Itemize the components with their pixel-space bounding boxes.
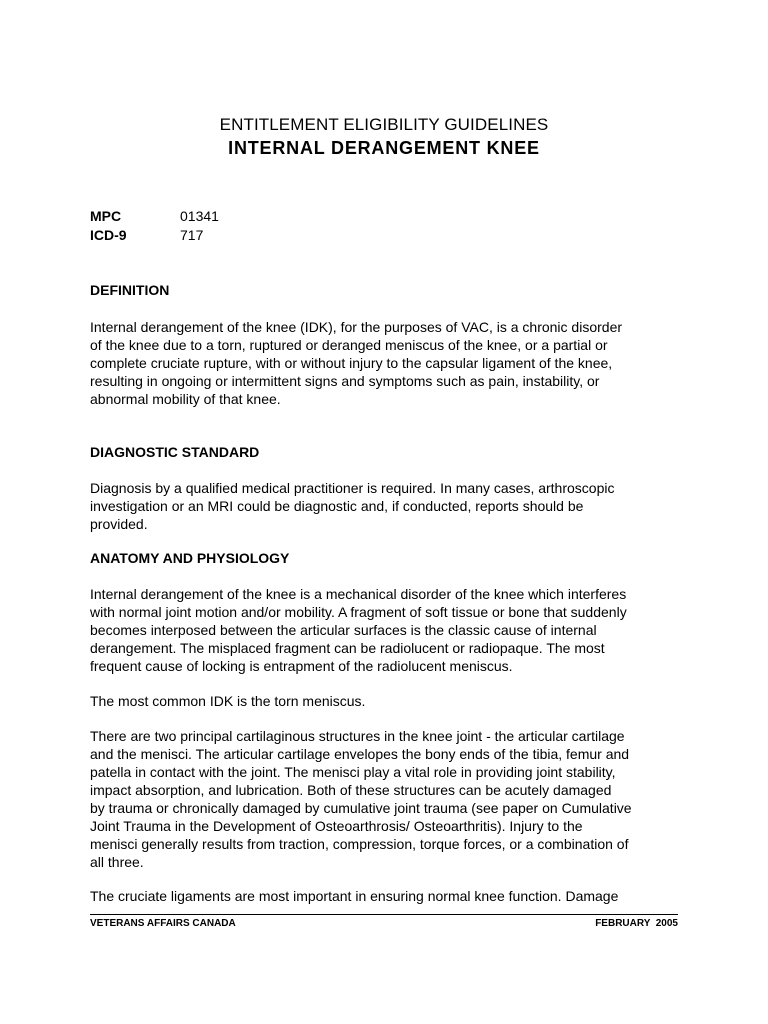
anatomy-paragraph-4: The cruciate ligaments are most important in ensuring normal knee function. Damage	[90, 888, 619, 904]
anatomy-paragraph-2: The most common IDK is the torn meniscus.	[90, 693, 366, 709]
diagnostic-standard-heading: DIAGNOSTIC STANDARD	[90, 444, 260, 460]
diagnostic-standard-paragraph: Diagnosis by a qualified medical practitioner is required. In many cases, arthroscopic investigation or an MRI could be diagnostic and, if conducted, reports should be provided.	[90, 480, 615, 532]
definition-paragraph: Internal derangement of the knee (IDK), for the purposes of VAC, is a chronic disorder of the knee due to a torn, ruptured or deranged meniscus of the knee, or a partial or complete cruciate rupture, with or without injury to the capsular ligament of the knee, resulting in ongoing or intermittent signs and symptoms such as pain, instability, or abnormal mobility of that knee.	[90, 319, 623, 407]
code-row-mpc	[90, 207, 219, 226]
anatomy-paragraph-3: There are two principal cartilaginous structures in the knee joint - the articular cartilage and the menisci. The articular cartilage envelopes the bony ends of the tibia, femur and patella in contact with the joint. The menisci play a vital role in providing joint stability, impact absorption, and lubrication. Both of these structures can be acutely damaged by trauma or chronically damaged by cumulative joint trauma (see paper on Cumulative Joint Trauma in the Development of Osteoarthrosis/ Osteoarthritis). Injury to the menisci generally results from traction, compression, torque forces, or a combination of all three.	[90, 728, 632, 870]
definition-heading: DEFINITION	[90, 282, 170, 298]
code-label: ICD-9	[90, 227, 127, 243]
footer-divider	[90, 914, 678, 915]
code-label: MPC	[90, 208, 122, 224]
code-row-icd9	[90, 226, 219, 245]
footer-organization: VETERANS AFFAIRS CANADA	[90, 918, 236, 929]
anatomy-heading: ANATOMY AND PHYSIOLOGY	[90, 550, 290, 566]
classification-codes	[90, 207, 219, 245]
document-title-line1: ENTITLEMENT ELIGIBILITY GUIDELINES	[219, 115, 549, 134]
anatomy-paragraph-1: Internal derangement of the knee is a mechanical disorder of the knee which interferes with normal joint motion and/or mobility. A fragment of soft tissue or bone that suddenly becomes interposed between the articular surfaces is the classic cause of internal derangement. The misplaced fragment can be radiolucent or radiopaque. The most frequent cause of locking is entrapment of the radiolucent meniscus.	[90, 586, 627, 674]
code-value: 717	[180, 227, 204, 243]
document-title-line2: INTERNAL DERANGEMENT KNEE	[228, 138, 540, 158]
code-value: 01341	[180, 208, 219, 224]
footer-date: FEBRUARY 2005	[595, 918, 678, 929]
